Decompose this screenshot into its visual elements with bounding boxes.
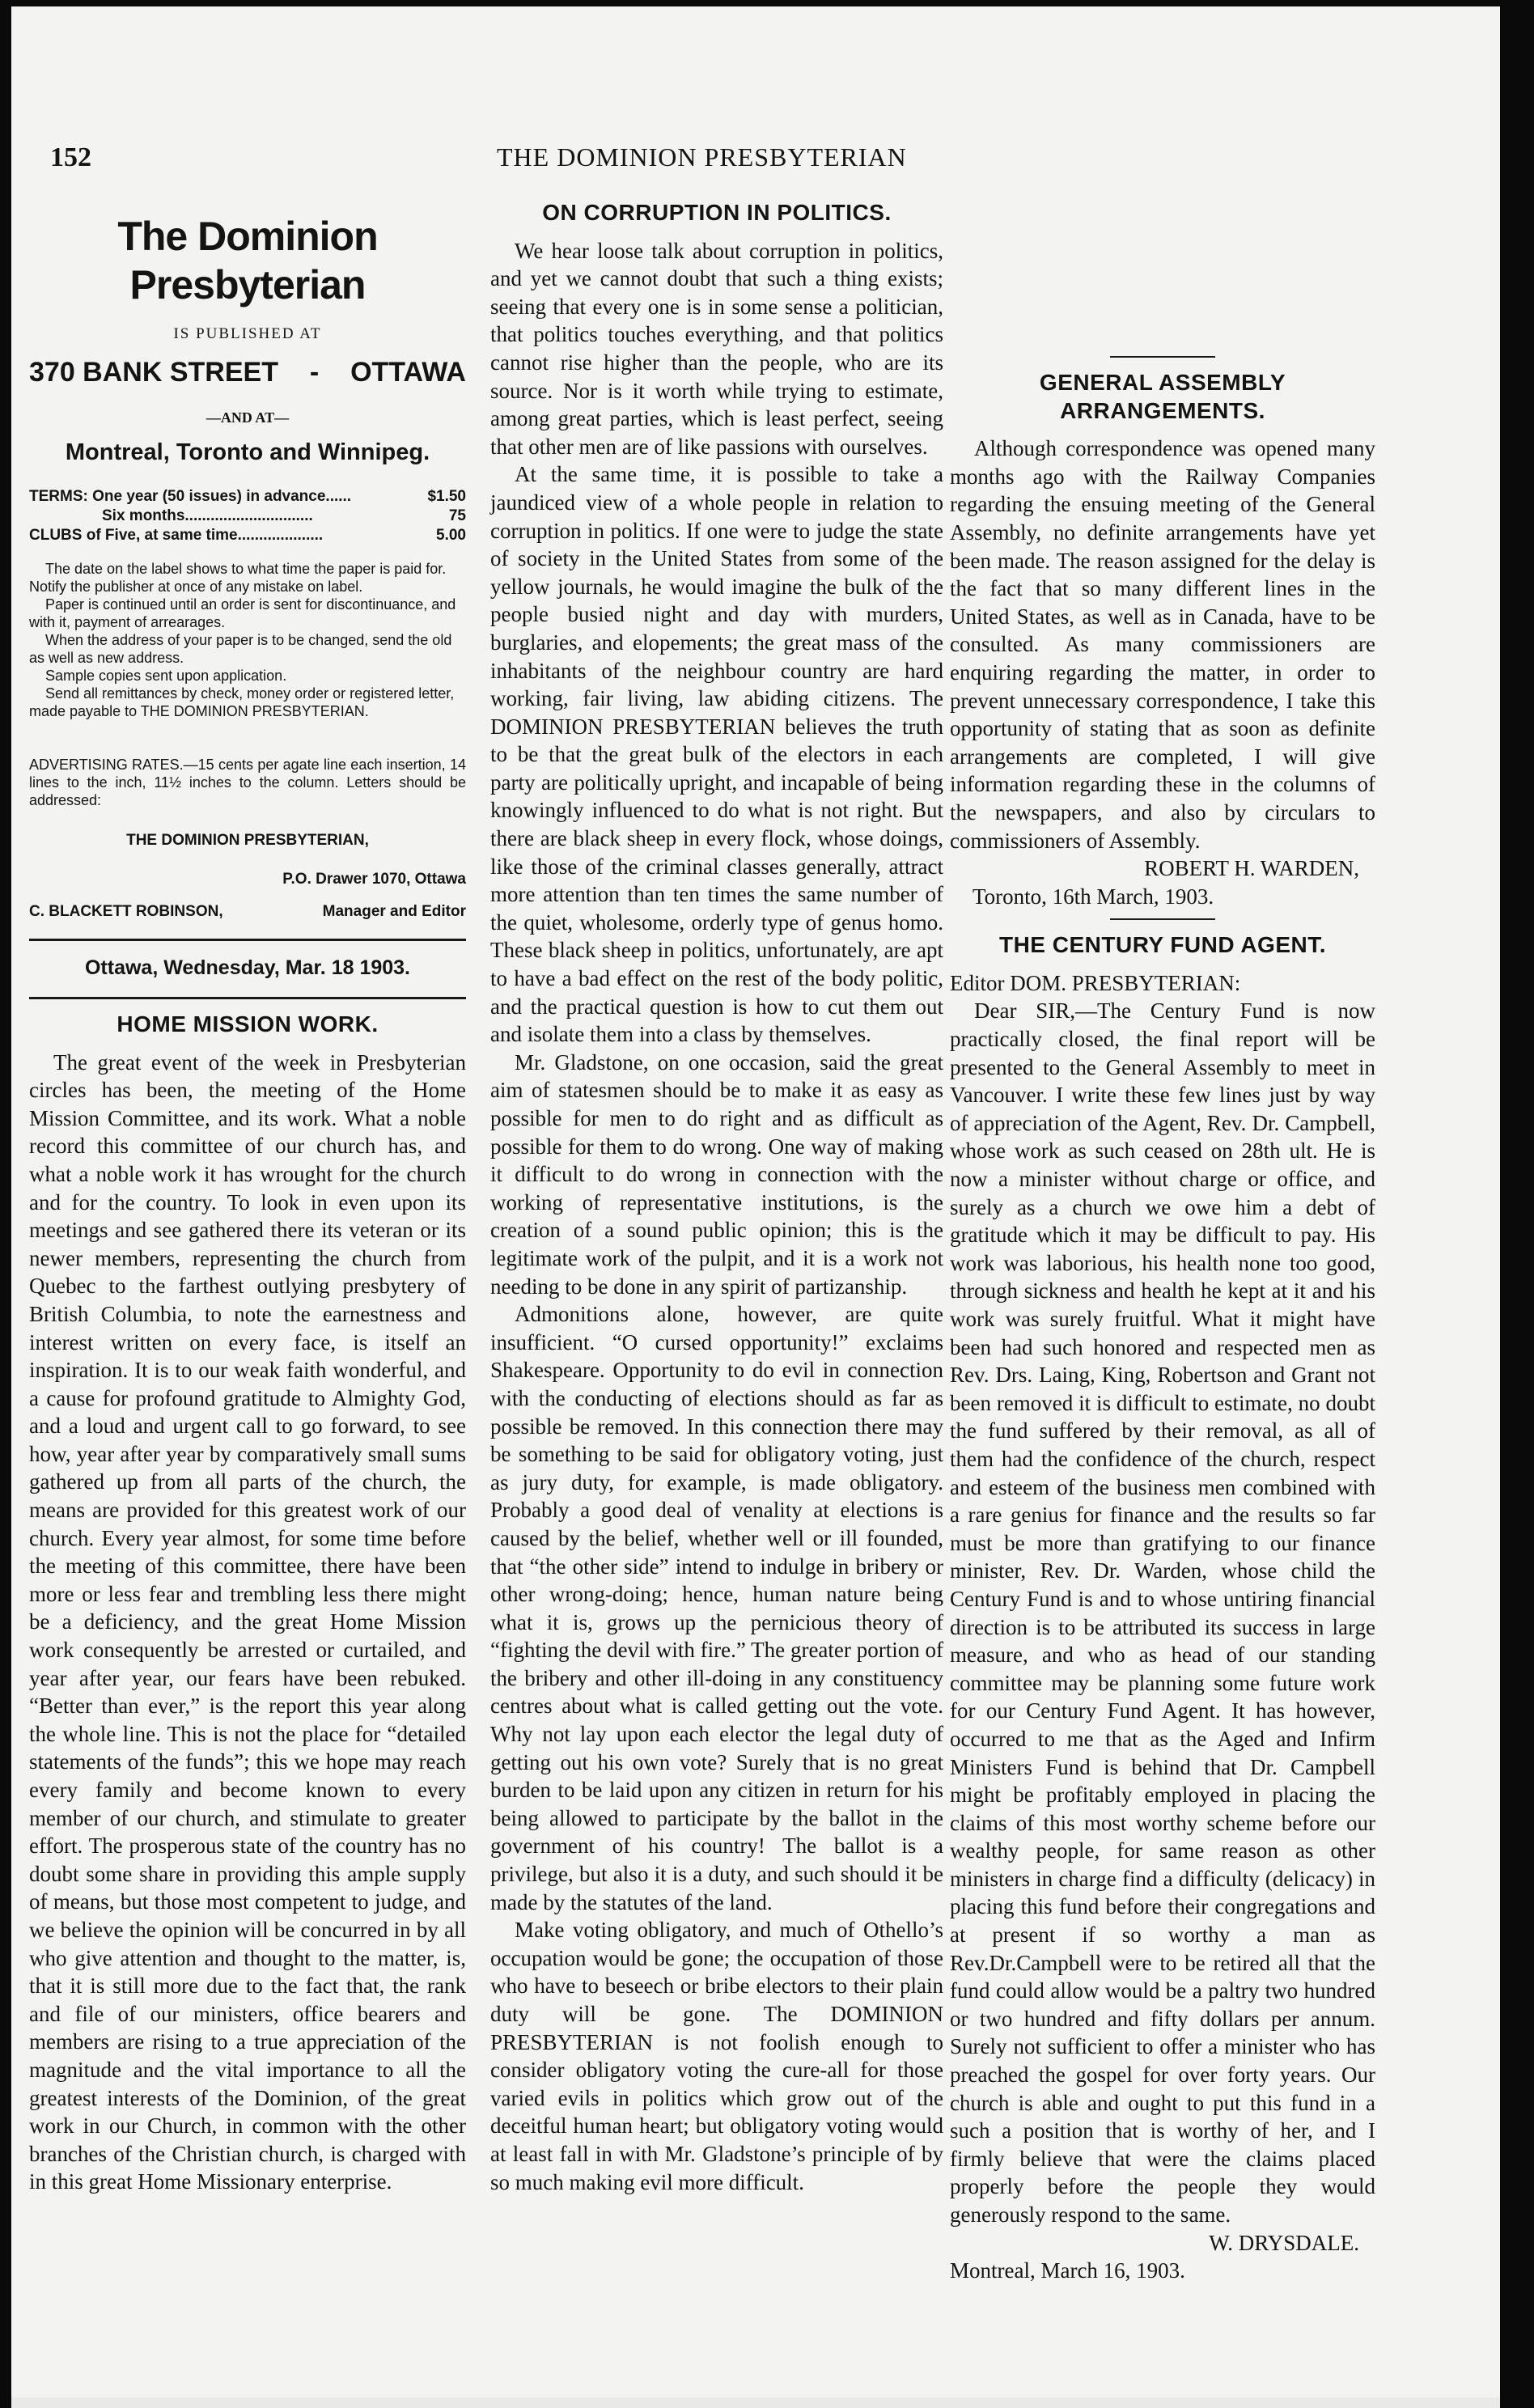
published-at-line: IS PUBLISHED AT [173, 325, 322, 342]
article-paragraph: Admonitions alone, however, are quite insufficient. “O cursed opportunity!” exclaims Shakespeare. Opportunity to do evil in connection with the conducting of elections should as far as possible be removed. In this connection there may be something to be said for obligatory voting, just as jury duty, for example, is made obligatory. Probably a good deal of venality at elections is caused by the belief, whether well or ill founded, that “the other side” intend to indulge in bribery or other wrong-doing; hence, human nature being what it is, grows up the pernicious theory of “fighting the devil with fire.” The greater portion of the bribery and other ill-doing in any constituency centres about what is called getting out the vote. Why not lay upon each elector the legal duty of getting out his own vote? Surely that is no great burden to be laid upon any citizen in return for his being allowed to participate by the ballot in the government of his country! The ballot is a privilege, but also it is a duty, and such should it be made by the statutes of the land. [490, 1302, 943, 1914]
article-heading-century-fund: THE CENTURY FUND AGENT. [998, 932, 1327, 958]
divider [1110, 356, 1215, 358]
and-at-line: —AND AT— [206, 409, 290, 426]
issue-dateline: Ottawa, Wednesday, Mar. 18 1903. [84, 956, 411, 980]
masthead-title: The Dominion Presbyterian [117, 214, 378, 307]
terms-label: Six months.............................. [102, 507, 313, 525]
notice-item: Sample copies sent upon application. [45, 668, 287, 685]
running-head [11, 142, 1500, 183]
scan-border-right [1500, 0, 1534, 2408]
signature: ROBERT H. WARDEN, [1144, 856, 1359, 881]
subscription-terms [29, 487, 466, 545]
terms-row [29, 526, 466, 545]
article-heading-home-mission: HOME MISSION WORK. [117, 1011, 379, 1037]
article-paragraph: Make voting obligatory, and much of Othello’s occupation would be gone; the occupation of those who have to beseech or bribe electors to their plain duty will be gone. The DOMINION PRESBYTERIAN is not foolish enough to consider obligatory voting the cure-all for those varied evils in politics which grow out of the deceitful human heart; but obligatory voting would at least fall in with Mr. Gladstone’s principle of by so much making evil more difficult. [490, 1918, 943, 2194]
scan-border-left [0, 0, 11, 2408]
street-address [29, 358, 466, 387]
article-heading-corruption: ON CORRUPTION IN POLITICS. [542, 200, 892, 225]
notice-item: Paper is continued until an order is sent for discontinuance, and with it, payment of arrearages. [29, 596, 456, 631]
article-body-assembly: Although correspondence was opened many months ago with the Railway Companies regarding the ensuing meeting of the General Assembly, no definite arrangements have yet been made. The reason assigned for the delay is the fact that so many different lines in the United States, as well as in Canada, have to be consulted. As many commissioners are enquiring regarding the matter, in order to prevent unnecessary correspondence, I take this opportunity of stating that as soon as definite arrangements are completed, I will give information regarding these in the columns of the newspapers, and also by circulars to commissioners of Assembly. [950, 436, 1375, 853]
letter-dateline: Toronto, 16th March, 1903. [973, 884, 1214, 909]
letter-salutation: Editor DOM. PRESBYTERIAN: [950, 970, 1241, 995]
terms-value: $1.50 [427, 488, 466, 506]
publisher-block [29, 830, 466, 922]
divider [29, 939, 466, 941]
city-name: OTTAWA [350, 356, 466, 388]
publisher-name: THE DOMINION PRESBYTERIAN, [126, 832, 369, 850]
advertising-rates: ADVERTISING RATES.—15 cents per agate line each insertion, 14 lines to the inch, 11½ inches to the column. Letters should be addressed: [29, 757, 466, 809]
article-paragraph: We hear loose talk about corruption in politics, and yet we cannot doubt that such a thing exists; seeing that every one is in some sense a politician, that politics touches everything, and that politics cannot rise higher than the people, who are its source. Nor is it worth while trying to estimate, among great parties, which is least perfect, seeing that other men are of like passions with ourselves. [490, 238, 943, 459]
article-paragraph: Mr. Gladstone, on one occasion, said the great aim of statesmen should be to make it as easy as possible for men to do right and as difficult as possible for them to do wrong. One way of making it difficult to do wrong in connection with the working of representative institutions, is the creation of a sound public opinion; this is the legitimate work of the pulpit, and it is a work not needing to be done in any spirit of partizanship. [490, 1049, 943, 1299]
terms-value: 75 [448, 507, 466, 525]
newspaper-page [11, 6, 1500, 2397]
terms-row [29, 487, 466, 507]
page-number: 152 [50, 142, 91, 172]
notice-item: Send all remittances by check, money order or registered letter, made payable to THE DOMINION PRESBYTERIAN. [29, 685, 455, 720]
signature: W. DRYSDALE. [1209, 2230, 1359, 2255]
terms-row [29, 507, 466, 526]
divider [1110, 918, 1215, 920]
notice-item: When the address of your paper is to be changed, send the old as well as new address. [29, 632, 452, 667]
running-title: THE DOMINION PRESBYTERIAN [497, 142, 907, 172]
column-2 [490, 189, 943, 2196]
editor-role: Manager and Editor [322, 903, 466, 921]
letter-dateline: Montreal, March 16, 1903. [950, 2258, 1185, 2283]
terms-label: CLUBS of Five, at same time.................... [29, 527, 324, 545]
column-3 [950, 189, 1375, 2285]
scan-border-top [0, 0, 1534, 6]
divider [29, 997, 466, 999]
notice-item: The date on the label shows to what time the paper is paid for. Notify the publisher at once of any mistake on label. [29, 561, 447, 596]
address-dash: - [309, 356, 320, 388]
editor-name: C. BLACKETT ROBINSON, [29, 903, 223, 921]
street-name: 370 BANK STREET [29, 356, 278, 388]
terms-label: TERMS: One year (50 issues) in advance...... [29, 488, 352, 506]
article-body-century-fund: Dear SIR,—The Century Fund is now practically closed, the final report will be presented to the General Assembly to meet in Vancouver. I write these few lines just by way of appreciation of the Agent, Rev. Dr. Campbell, whose work as such ceased on 28th ult. He is now a minister without charge or office, and surely as a church we owe him a debt of gratitude which it may be difficult to pay. His work was laborious, his health none too good, through sickness and health he kept at it and his work was surely fruitful. What it might have been had such honored and respected men as Rev. Drs. Laing, King, Robertson and Grant not been removed it is difficult to estimate, no doubt the fund suffered by their removal, as all of them had the confidence of the church, respect and esteem of the business men combined with a rare genius for finance and the results so far must be more than gratifying to our finance minister, Rev. Dr. Warden, whose child the Century Fund is and to whose untiring financial direction is to be attributed its success in large measure, and who as head of our standing committee may be planning some future work for our Century Fund Agent. It has however, occurred to me that as the Aged and Infirm Ministers Fund is behind that Dr. Campbell might be profitably employed in placing the claims of this most worthy scheme before our wealthy people, for same reason as other ministers in charge find a difficulty (delicacy) in placing this fund before their congregations and at present if so worthy a man as Rev.Dr.Campbell were to be retired all that the fund could allow would be a paltry two hundred or two hundred and fifty dollars per annum. Surely not sufficient to offer a minister who has preached the gospel for over forty years. Our church is able and ought to put this fund in a such a position that is worthy of her, and I firmly believe that were the claims placed properly before the people they would generously respond to the same. [950, 998, 1375, 2227]
column-1 [29, 189, 466, 2196]
article-paragraph: At the same time, it is possible to take a jaundiced view of a whole people in relation to corruption in politics. If one were to judge the state of society in the United States from some of the yellow journals, he would imagine the bulk of the people busied night and day with murders, burglaries, and elopements; the great mass of the inhabitants of the neighbour country are hard working, fair living, law abiding citizens. The DOMINION PRESBYTERIAN believes the truth to be that the great bulk of the electors in each party are politically upright, and incapable of being knowingly influenced to do what is not right. But there are black sheep in every flock, whose doings, like those of the criminal classes generally, attract more attention than ten times the same number of the quiet, wholesome, orderly type of genus homo. These black sheep in politics, unfortunately, are apt to have a bad effect on the rest of the body politic, and the practical question is how to cut them out and isolate them into a class by themselves. [490, 462, 943, 1047]
terms-value: 5.00 [436, 527, 466, 545]
editor-line [29, 901, 466, 922]
article-heading-assembly: GENERAL ASSEMBLY ARRANGEMENTS. [1039, 370, 1286, 423]
publisher-box: P.O. Drawer 1070, Ottawa [282, 871, 466, 888]
other-cities: Montreal, Toronto and Winnipeg. [65, 439, 430, 465]
subscription-notices [29, 560, 466, 720]
article-body-home-mission: The great event of the week in Presbyterian circles has been, the meeting of the Home Mission Committee, and its work. What a noble record this committee of our church has, and what a noble work it has wrought for the church and for the country. To look in even upon its meetings and see gathered there its veteran or its newer members, representing the church from Quebec to the farthest outlying presbytery of British Columbia, to note the earnestness and interest written on every face, is itself an inspiration. It is to our weak faith wonderful, and a cause for profound gratitude to Almighty God, and a loud and urgent call to go forward, to see how, year after year by comparatively small sums gathered up from all parts of the church, the means are provided for this greatest work of our church. Every year almost, for some time before the meeting of this committee, there have been more or less fear and trembling less there might be a deficiency, and the great Home Mission work consequently be arrested or curtailed, and year after year, our fears have been rebuked. “Better than ever,” is the report this year along the whole line. This is not the place for “detailed statements of the funds”; this we hope may reach every family and become known to every member of our church, and stimulate to greater effort. The prosperous state of the country has no doubt some share in providing this ample supply of means, but those most competent to judge, and we believe the opinion will be concurred in by all who give attention and thought to the matter, is, that it is still more due to the fact that, the rank and file of our ministers, office bearers and members are rising to a true appreciation of the magnitude and the vital importance to all the greatest interests of the Dominion, of the great work in our Church, in common with the other branches of the Christian church, is charged with in this great Home Missionary enterprise. [29, 1049, 466, 2194]
